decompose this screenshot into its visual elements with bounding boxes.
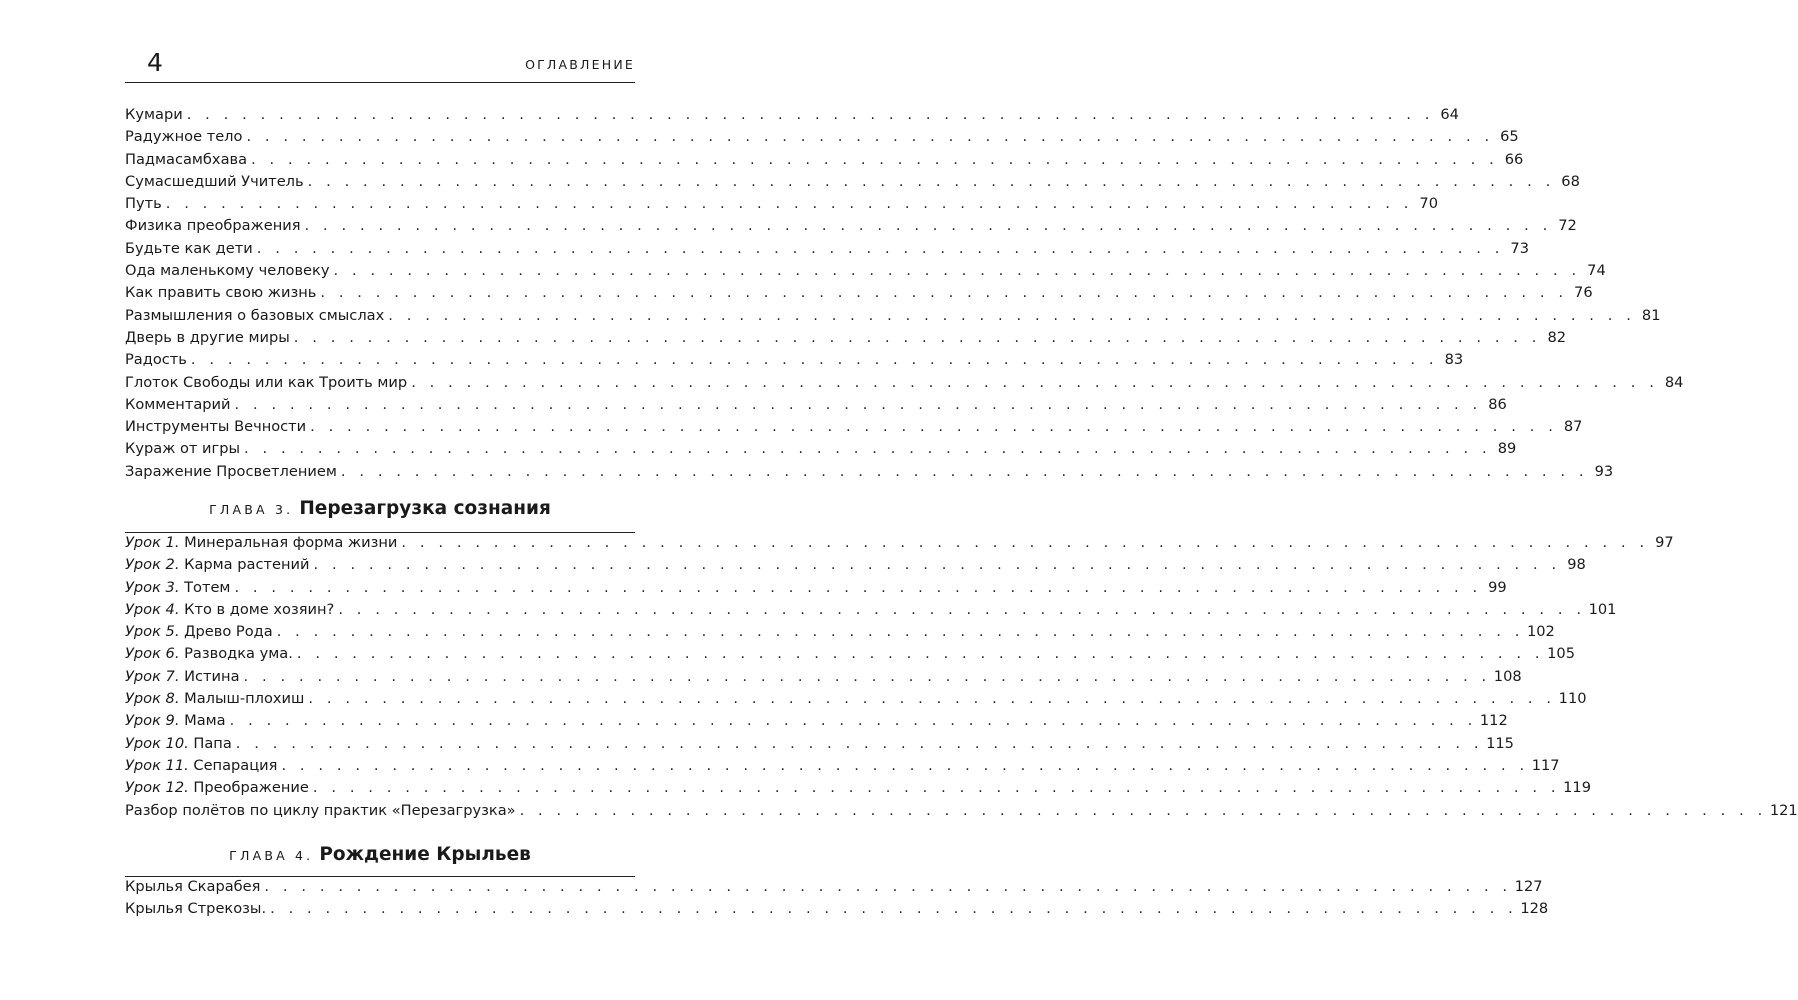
page-number: 4 xyxy=(147,48,163,77)
toc-entry[interactable] xyxy=(125,800,1798,822)
toc-entry-title: Заражение Просветлением xyxy=(125,462,337,480)
toc-entry-title: Карма растений xyxy=(184,556,310,574)
toc-entry-page: 74 xyxy=(1587,262,1606,280)
toc-entry-page: 105 xyxy=(1547,645,1575,663)
lesson-prefix: Урок 5. xyxy=(125,623,180,641)
dot-leader: . . . . . . . . . . . . . . . . . . . . . . . . . . . . . . . . . . . . . . . . . . . . . . . . . . . . . . . . . . . . . . . . . . . . xyxy=(276,623,1524,641)
toc-entry[interactable] xyxy=(125,215,1577,237)
toc-entry[interactable] xyxy=(125,327,1567,349)
toc-entry-page: 72 xyxy=(1558,217,1577,235)
toc-entry-title: Разбор полётов по циклу практик «Перезагрузка» xyxy=(125,801,516,819)
toc-entry-page: 97 xyxy=(1655,534,1674,551)
lesson-prefix: Урок 2. xyxy=(125,556,180,574)
toc-entry[interactable] xyxy=(125,193,1438,215)
toc-entry-title: Сепарация xyxy=(193,756,278,774)
toc-entry-title: Сумасшедший Учитель xyxy=(125,172,304,190)
dot-leader: . . . . . . . . . . . . . . . . . . . . . . . . . . . . . . . . . . . . . . . . . . . . . . . . . . . . . . . . . . . . . . . . . . . . xyxy=(234,578,1482,596)
toc-entry[interactable] xyxy=(125,149,1524,171)
dot-leader: . . . . . . . . . . . . . . . . . . . . . . . . . . . . . . . . . . . . . . . . . . . . . . . . . . . . . . . . . . . . . . . . . . . . xyxy=(165,195,1413,213)
lesson-prefix: Урок 4. xyxy=(125,600,180,618)
lesson-prefix: Урок 6. xyxy=(125,645,180,663)
toc-entry[interactable] xyxy=(125,394,1507,416)
toc-entry-page: 127 xyxy=(1514,878,1543,895)
toc-entry-page: 112 xyxy=(1479,712,1508,730)
toc-entry-page: 76 xyxy=(1574,284,1593,302)
dot-leader: . . . . . . . . . . . . . . . . . . . . . . . . . . . . . . . . . . . . . . . . . . . . . . . . . . . . . . . . . . . . . . . . . . . . xyxy=(234,395,1482,413)
page-header xyxy=(125,48,635,83)
toc-entry-page: 117 xyxy=(1531,756,1560,774)
dot-leader: . . . . . . . . . . . . . . . . . . . . . . . . . . . . . . . . . . . . . . . . . . . . . . . . . . . . . . . . . . . . . . . . . . . . xyxy=(411,373,1659,391)
toc-entry-page: 81 xyxy=(1641,306,1661,324)
toc-entry[interactable] xyxy=(125,777,1591,799)
lesson-prefix: Урок 3. xyxy=(125,578,180,596)
dot-leader: . . . . . . . . . . . . . . . . . . . . . . . . . . . . . . . . . . . . . . . . . . . . . . . . . . . . . . . . . . . . . . . . . . . . xyxy=(229,712,1477,730)
toc-entry-page: 73 xyxy=(1510,239,1529,257)
dot-leader: . . . . . . . . . . . . . . . . . . . . . . . . . . . . . . . . . . . . . . . . . . . . . . . . . . . . . . . . . . . . . . . . . . . . xyxy=(519,801,1767,819)
dot-leader: . . . . . . . . . . . . . . . . . . . . . . . . . . . . . . . . . . . . . . . . . . . . . . . . . . . . . . . . . . . . . . . . . . . . xyxy=(338,600,1586,618)
toc-entry-page: 65 xyxy=(1500,128,1519,146)
toc-entry-page: 128 xyxy=(1520,900,1549,918)
toc-entry[interactable] xyxy=(125,126,1519,148)
toc-entry-title: Как править свою жизнь xyxy=(125,284,317,302)
toc-entry-page: 66 xyxy=(1504,150,1524,168)
chapter-label: ГЛАВА 3. xyxy=(209,502,294,517)
toc-entry[interactable] xyxy=(125,599,1617,621)
lesson-prefix: Урок 11. xyxy=(125,756,189,774)
toc-entry[interactable] xyxy=(125,898,1549,920)
toc-entry-page: 83 xyxy=(1444,351,1464,369)
toc-entry-title: Инструменты Вечности xyxy=(125,418,307,436)
lesson-prefix: Урок 1. xyxy=(125,534,180,551)
toc-entry-page: 102 xyxy=(1526,623,1555,641)
chapter-4-heading xyxy=(125,838,635,872)
dot-leader: . . . . . . . . . . . . . . . . . . . . . . . . . . . . . . . . . . . . . . . . . . . . . . . . . . . . . . . . . . . . . . . . . . . . xyxy=(304,217,1552,235)
dot-leader: . . . . . . . . . . . . . . . . . . . . . . . . . . . . . . . . . . . . . . . . . . . . . . . . . . . . . . . . . . . . . . . . . . . . xyxy=(243,667,1491,685)
lesson-prefix: Урок 10. xyxy=(125,734,189,752)
toc-section-1 xyxy=(125,104,1684,483)
dot-leader: . . . . . . . . . . . . . . . . . . . . . . . . . . . . . . . . . . . . . . . . . . . . . . . . . . . . . . . . . . . . . . . . . . . . xyxy=(235,734,1484,752)
lesson-prefix: Урок 12. xyxy=(125,779,189,797)
toc-entry-title: Древо Рода xyxy=(184,623,273,641)
toc-entry-page: 119 xyxy=(1563,779,1591,797)
toc-entry-title: Кто в доме хозяин? xyxy=(184,600,335,618)
toc-entry-page: 99 xyxy=(1488,578,1507,596)
toc-entry-title: Тотем xyxy=(184,578,231,596)
dot-leader: . . . . . . . . . . . . . . . . . . . . . . . . . . . . . . . . . . . . . . . . . . . . . . . . . . . . . . . . . . . . . . . . . . . . xyxy=(307,172,1555,190)
dot-leader: . . . . . . . . . . . . . . . . . . . . . . . . . . . . . . . . . . . . . . . . . . . . . . . . . . . . . . . . . . . . . . . . . . . . xyxy=(281,756,1529,774)
toc-entry[interactable] xyxy=(125,238,1529,260)
toc-entry-title: Минеральная форма жизни xyxy=(184,534,398,551)
dot-leader: . . . . . . . . . . . . . . . . . . . . . . . . . . . . . . . . . . . . . . . . . . . . . . . . . . . . . . . . . . . . . . . . . . . . xyxy=(293,328,1542,346)
toc-entry-title: Мама xyxy=(184,712,226,730)
dot-leader: . . . . . . . . . . . . . . . . . . . . . . . . . . . . . . . . . . . . . . . . . . . . . . . . . . . . . . . . . . . . . . . . . . . . xyxy=(296,645,1545,663)
toc-entry[interactable] xyxy=(125,621,1555,643)
toc-entry[interactable] xyxy=(125,260,1606,282)
toc-entry[interactable] xyxy=(125,438,1517,460)
toc-entry[interactable] xyxy=(125,171,1580,193)
toc-entry-page: 68 xyxy=(1561,172,1580,190)
toc-entry[interactable] xyxy=(125,643,1575,665)
chapter-title: Рождение Крыльев xyxy=(319,844,531,865)
toc-entry-page: 108 xyxy=(1493,667,1522,685)
toc-entry-title: Радужное тело xyxy=(125,128,243,146)
dot-leader: . . . . . . . . . . . . . . . . . . . . . . . . . . . . . . . . . . . . . . . . . . . . . . . . . . . . . . . . . . . . . . . . . . . . xyxy=(264,878,1512,895)
toc-entry-title: Крылья Скарабея xyxy=(125,878,261,895)
dot-leader: . . . . . . . . . . . . . . . . . . . . . . . . . . . . . . . . . . . . . . . . . . . . . . . . . . . . . . . . . . . . . . . . . . . . xyxy=(244,440,1492,458)
toc-entry-title: Дверь в другие миры xyxy=(125,328,290,346)
toc-entry-title: Комментарий xyxy=(125,395,231,413)
running-title: ОГЛАВЛЕНИЕ xyxy=(525,57,635,72)
dot-leader: . . . . . . . . . . . . . . . . . . . . . . . . . . . . . . . . . . . . . . . . . . . . . . . . . . . . . . . . . . . . . . . . . . . . xyxy=(312,779,1561,797)
dot-leader: . . . . . . . . . . . . . . . . . . . . . . . . . . . . . . . . . . . . . . . . . . . . . . . . . . . . . . . . . . . . . . . . . . . . xyxy=(401,534,1649,551)
toc-entry-page: 82 xyxy=(1547,328,1567,346)
dot-leader: . . . . . . . . . . . . . . . . . . . . . . . . . . . . . . . . . . . . . . . . . . . . . . . . . . . . . . . . . . . . . . . . . . . . xyxy=(190,351,1439,369)
toc-entry[interactable] xyxy=(125,577,1507,599)
toc-entry-title: Будьте как дети xyxy=(125,239,253,257)
toc-entry-page: 93 xyxy=(1594,462,1614,480)
toc-entry[interactable] xyxy=(125,688,1587,710)
toc-chapter-4 xyxy=(125,876,1549,921)
toc-entry-title: Крылья Стрекозы. xyxy=(125,900,267,918)
lesson-prefix: Урок 9. xyxy=(125,712,180,730)
toc-entry[interactable] xyxy=(125,416,1583,438)
dot-leader: . . . . . . . . . . . . . . . . . . . . . . . . . . . . . . . . . . . . . . . . . . . . . . . . . . . . . . . . . . . . . . . . . . . . xyxy=(340,462,1589,480)
toc-entry-page: 89 xyxy=(1497,440,1517,458)
toc-entry[interactable] xyxy=(125,282,1593,304)
toc-entry-page: 98 xyxy=(1567,556,1586,574)
toc-entry-title: Преображение xyxy=(193,779,309,797)
toc-entry[interactable] xyxy=(125,532,1674,554)
toc-entry[interactable] xyxy=(125,461,1614,483)
dot-leader: . . . . . . . . . . . . . . . . . . . . . . . . . . . . . . . . . . . . . . . . . . . . . . . . . . . . . . . . . . . . . . . . . . . . xyxy=(256,239,1504,257)
toc-entry-page: 84 xyxy=(1664,373,1684,391)
book-page xyxy=(125,0,1798,1000)
toc-entry-title: Кураж от игры xyxy=(125,440,240,458)
dot-leader: . . . . . . . . . . . . . . . . . . . . . . . . . . . . . . . . . . . . . . . . . . . . . . . . . . . . . . . . . . . . . . . . . . . . xyxy=(310,418,1558,436)
dot-leader: . . . . . . . . . . . . . . . . . . . . . . . . . . . . . . . . . . . . . . . . . . . . . . . . . . . . . . . . . . . . . . . . . . . . xyxy=(246,128,1494,146)
dot-leader: . . . . . . . . . . . . . . . . . . . . . . . . . . . . . . . . . . . . . . . . . . . . . . . . . . . . . . . . . . . . . . . . . . . . xyxy=(251,150,1499,168)
toc-entry-title: Папа xyxy=(193,734,232,752)
toc-chapter-3 xyxy=(125,532,1798,822)
toc-entry-title: Малыш-плохиш xyxy=(184,690,305,708)
toc-entry-title: Физика преображения xyxy=(125,217,301,235)
toc-entry-title: Ода маленькому человеку xyxy=(125,262,330,280)
chapter-title: Перезагрузка сознания xyxy=(299,498,551,519)
dot-leader: . . . . . . . . . . . . . . . . . . . . . . . . . . . . . . . . . . . . . . . . . . . . . . . . . . . . . . . . . . . . . . . . . . . . xyxy=(320,284,1568,302)
toc-entry[interactable] xyxy=(125,372,1684,394)
dot-leader: . . . . . . . . . . . . . . . . . . . . . . . . . . . . . . . . . . . . . . . . . . . . . . . . . . . . . . . . . . . . . . . . . . . . xyxy=(186,106,1434,123)
toc-entry-page: 87 xyxy=(1563,418,1583,436)
lesson-prefix: Урок 7. xyxy=(125,667,180,685)
toc-entry-title: Глоток Свободы или как Троить мир xyxy=(125,373,408,391)
toc-entry[interactable] xyxy=(125,876,1543,898)
toc-entry[interactable] xyxy=(125,554,1586,576)
toc-entry-page: 110 xyxy=(1558,690,1587,708)
toc-entry-page: 115 xyxy=(1486,734,1514,752)
toc-entry-page: 121 xyxy=(1769,801,1798,819)
toc-entry-title: Кумари xyxy=(125,106,183,123)
lesson-prefix: Урок 8. xyxy=(125,690,180,708)
toc-entry-page: 86 xyxy=(1488,395,1507,413)
toc-entry[interactable] xyxy=(125,349,1464,371)
toc-entry[interactable] xyxy=(125,666,1522,688)
toc-entry-page: 70 xyxy=(1419,195,1438,213)
dot-leader: . . . . . . . . . . . . . . . . . . . . . . . . . . . . . . . . . . . . . . . . . . . . . . . . . . . . . . . . . . . . . . . . . . . . xyxy=(313,556,1561,574)
dot-leader: . . . . . . . . . . . . . . . . . . . . . . . . . . . . . . . . . . . . . . . . . . . . . . . . . . . . . . . . . . . . . . . . . . . . xyxy=(308,690,1556,708)
toc-entry[interactable] xyxy=(125,755,1560,777)
dot-leader: . . . . . . . . . . . . . . . . . . . . . . . . . . . . . . . . . . . . . . . . . . . . . . . . . . . . . . . . . . . . . . . . . . . . xyxy=(388,306,1636,324)
toc-entry-title: Радость xyxy=(125,351,187,369)
toc-entry-title: Падмасамбхава xyxy=(125,150,248,168)
toc-entry[interactable] xyxy=(125,710,1508,732)
toc-entry[interactable] xyxy=(125,104,1459,126)
chapter-3-heading xyxy=(125,492,635,526)
toc-entry-title: Истина xyxy=(184,667,240,685)
chapter-label: ГЛАВА 4. xyxy=(229,848,314,863)
dot-leader: . . . . . . . . . . . . . . . . . . . . . . . . . . . . . . . . . . . . . . . . . . . . . . . . . . . . . . . . . . . . . . . . . . . . xyxy=(333,262,1581,280)
toc-entry-title: Путь xyxy=(125,195,162,213)
toc-entry-title: Разводка ума. xyxy=(184,645,293,663)
toc-entry-page: 64 xyxy=(1440,106,1459,123)
dot-leader: . . . . . . . . . . . . . . . . . . . . . . . . . . . . . . . . . . . . . . . . . . . . . . . . . . . . . . . . . . . . . . . . . . . . xyxy=(270,900,1518,918)
toc-entry-page: 101 xyxy=(1588,600,1617,618)
toc-entry-title: Размышления о базовых смыслах xyxy=(125,306,385,324)
toc-entry[interactable] xyxy=(125,305,1661,327)
toc-entry[interactable] xyxy=(125,733,1514,755)
